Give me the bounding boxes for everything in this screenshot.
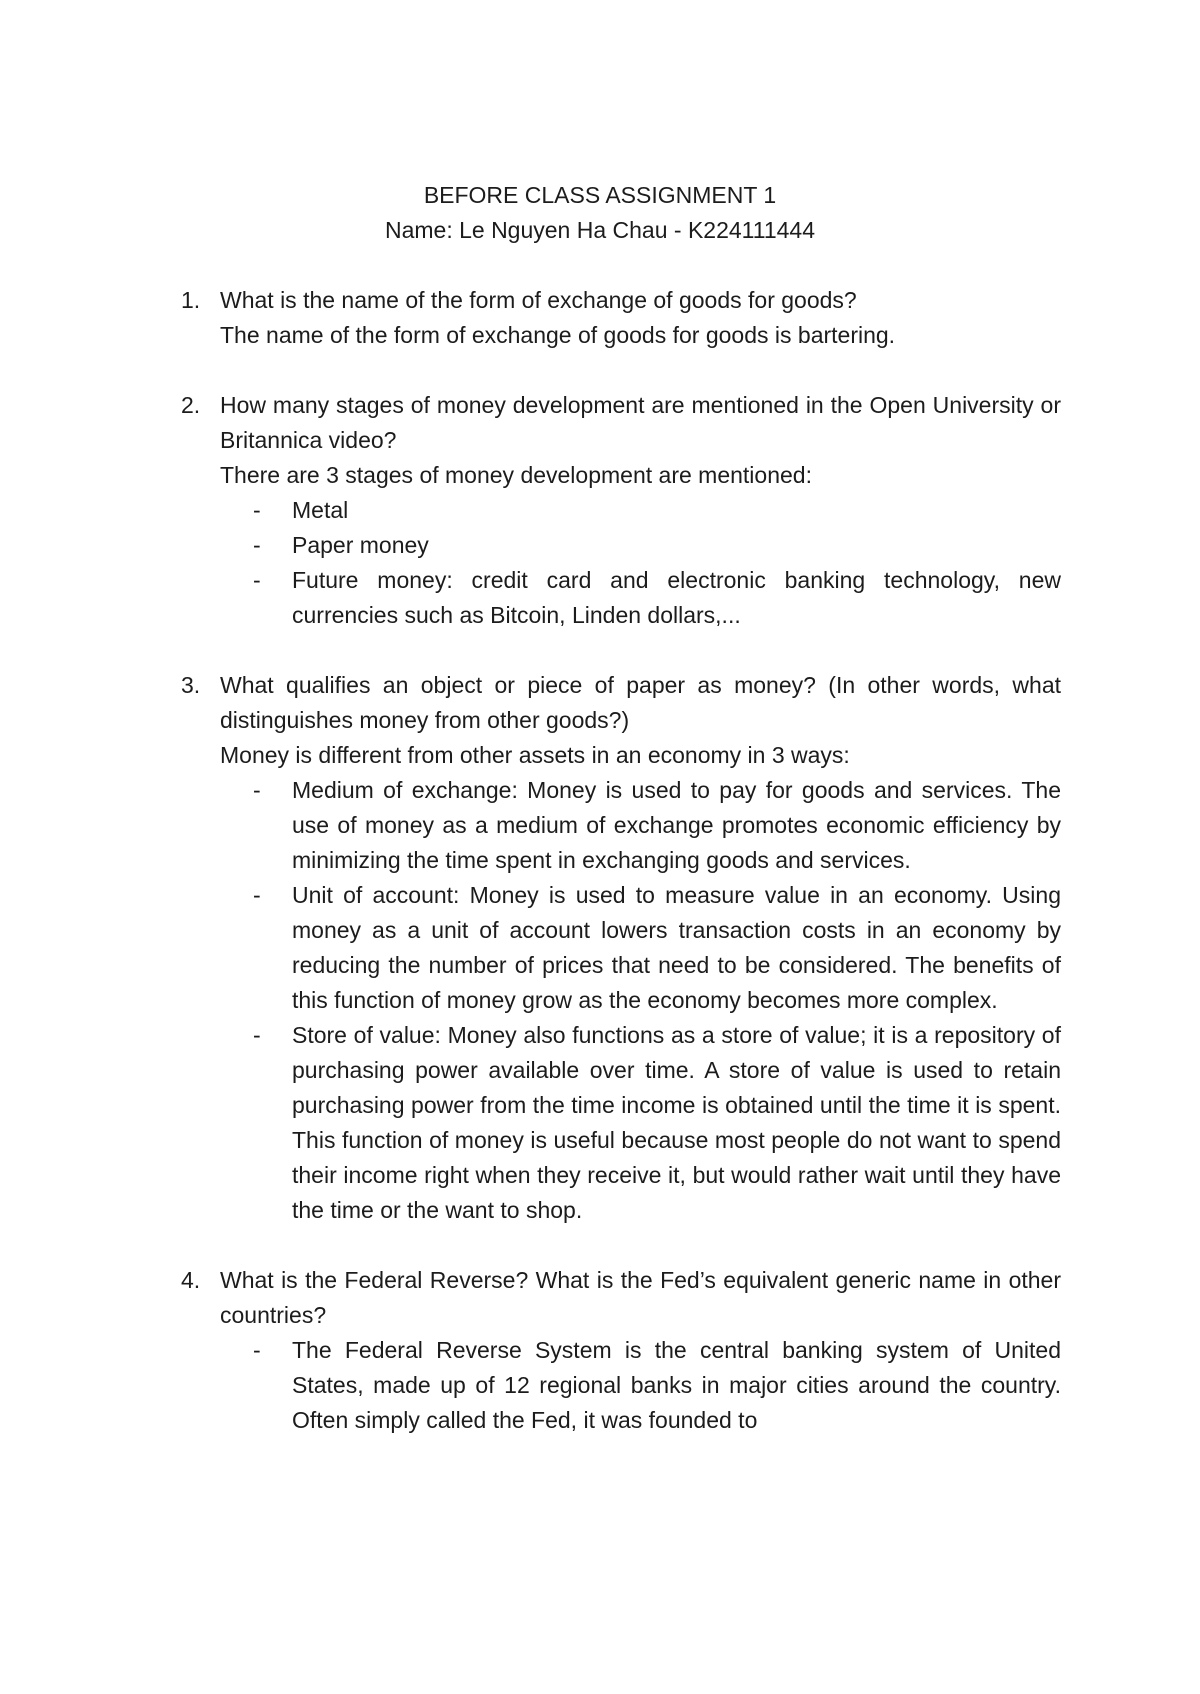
- question-block: [181, 388, 1061, 633]
- bullet-item: - Metal: [253, 497, 349, 523]
- bullet-item: - The Federal Reverse System is the central banking system of United States, made up of 12 regional banks in major cities around the country. Often simply called the Fed, it was founded to: [253, 1337, 1061, 1433]
- answer-text: There are 3 stages of money development are mentioned:: [220, 462, 812, 488]
- answer-bullet-list: [220, 493, 1061, 633]
- bullet-item: - Future money: credit card and electronic banking technology, new currencies such as Bitcoin, Linden dollars,...: [253, 567, 1061, 628]
- question-text: How many stages of money development are mentioned in the Open University or Britannica video?: [220, 392, 1061, 453]
- document-header: [0, 178, 1200, 248]
- question-number: 2.: [181, 392, 201, 418]
- student-name-line: Name: Le Nguyen Ha Chau - K224111444: [384, 217, 816, 243]
- bullet-item: - Store of value: Money also functions as a store of value; it is a repository of purchasing power available over time. A store of value is used to retain purchasing power from the time income is obtained until the time it is spent. This function of money is useful because most people do not want to spend their income right when they receive it, but would rather wait until they have the time or the want to shop.: [253, 1022, 1061, 1223]
- question-text: What is the name of the form of exchange of goods for goods?: [220, 287, 857, 313]
- question-text: What is the Federal Reverse? What is the Fed’s equivalent generic name in other countries?: [220, 1267, 1061, 1328]
- question-block: [181, 668, 1061, 1228]
- document-body: [181, 283, 1061, 1473]
- bullet-item: - Unit of account: Money is used to measure value in an economy. Using money as a unit of account lowers transaction costs in an economy by reducing the number of prices that need to be considered. The benefits of this function of money grow as the economy becomes more complex.: [253, 882, 1061, 1013]
- answer-bullet-list: [220, 1333, 1061, 1438]
- assignment-title: BEFORE CLASS ASSIGNMENT 1: [423, 182, 777, 208]
- answer-bullet-list: [220, 773, 1061, 1228]
- question-number: 4.: [181, 1267, 201, 1293]
- answer-text: The name of the form of exchange of goods for goods is bartering.: [220, 322, 896, 348]
- question-block: [181, 283, 1061, 353]
- question-number: 1.: [181, 287, 201, 313]
- question-number: 3.: [181, 672, 201, 698]
- question-block: [181, 1263, 1061, 1438]
- bullet-item: - Paper money: [253, 532, 429, 558]
- question-text: What qualifies an object or piece of paper as money? (In other words, what distinguishes money from other goods?): [220, 672, 1061, 733]
- answer-text: Money is different from other assets in an economy in 3 ways:: [220, 742, 850, 768]
- bullet-item: - Medium of exchange: Money is used to pay for goods and services. The use of money as a medium of exchange promotes economic efficiency by minimizing the time spent in exchanging goods and services.: [253, 777, 1061, 873]
